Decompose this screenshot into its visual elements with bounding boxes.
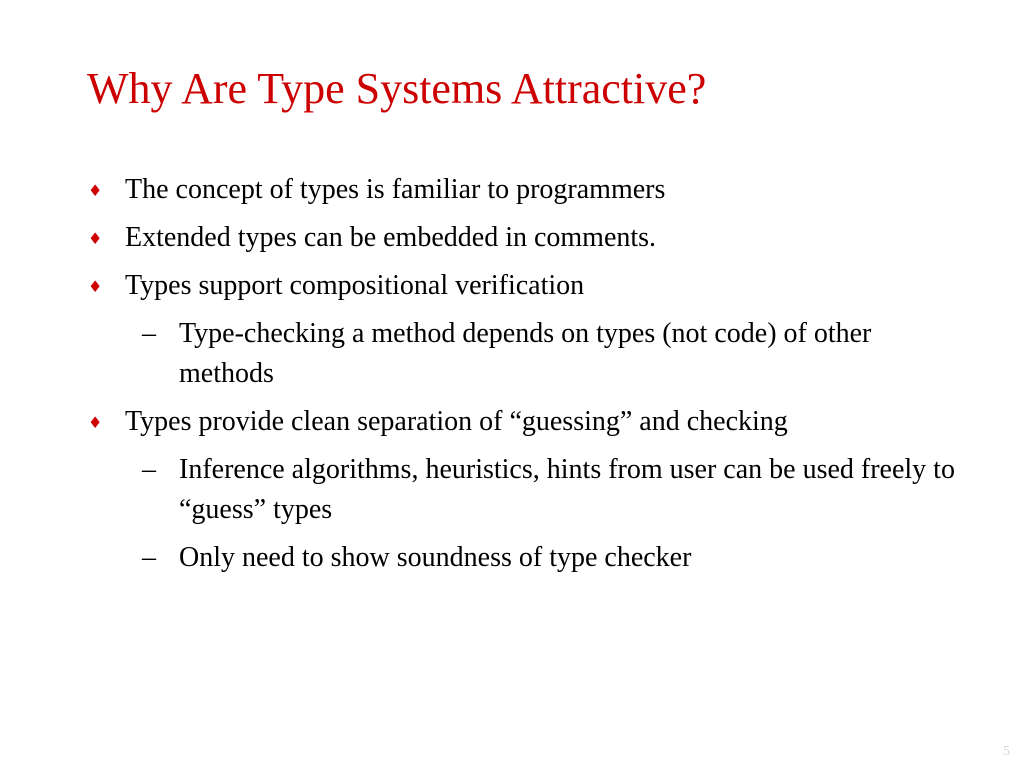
sub-bullet-text: Type-checking a method depends on types (not code) of other methods xyxy=(179,318,872,389)
sub-bullet-item xyxy=(133,450,968,530)
bullet-item xyxy=(88,266,968,394)
sub-bullet-list xyxy=(125,314,968,394)
sub-bullet-item xyxy=(133,538,968,578)
dash-bullet-icon: – xyxy=(142,318,156,349)
sub-bullet-list xyxy=(125,450,968,578)
bullet-text: Types provide clean separation of “guessing” and checking xyxy=(125,406,788,437)
diamond-bullet-icon: ♦ xyxy=(88,229,103,248)
sub-bullet-text: Inference algorithms, heuristics, hints from user can be used freely to “guess” types xyxy=(179,454,955,525)
diamond-bullet-icon: ♦ xyxy=(88,181,103,200)
dash-bullet-icon: – xyxy=(142,454,156,485)
page-number: 5 xyxy=(1003,744,1010,759)
bullet-item xyxy=(88,402,968,578)
dash-bullet-icon: – xyxy=(142,542,156,573)
bullet-text: Extended types can be embedded in comments. xyxy=(125,222,657,253)
bullet-list xyxy=(88,170,968,586)
bullet-text: The concept of types is familiar to programmers xyxy=(125,174,666,205)
sub-bullet-text: Only need to show soundness of type checker xyxy=(179,542,692,573)
diamond-bullet-icon: ♦ xyxy=(88,413,103,432)
bullet-item xyxy=(88,218,968,258)
bullet-text: Types support compositional verification xyxy=(125,270,585,301)
bullet-item xyxy=(88,170,968,210)
sub-bullet-item xyxy=(133,314,968,394)
diamond-bullet-icon: ♦ xyxy=(88,277,103,296)
slide-title: Why Are Type Systems Attractive? xyxy=(87,64,707,113)
